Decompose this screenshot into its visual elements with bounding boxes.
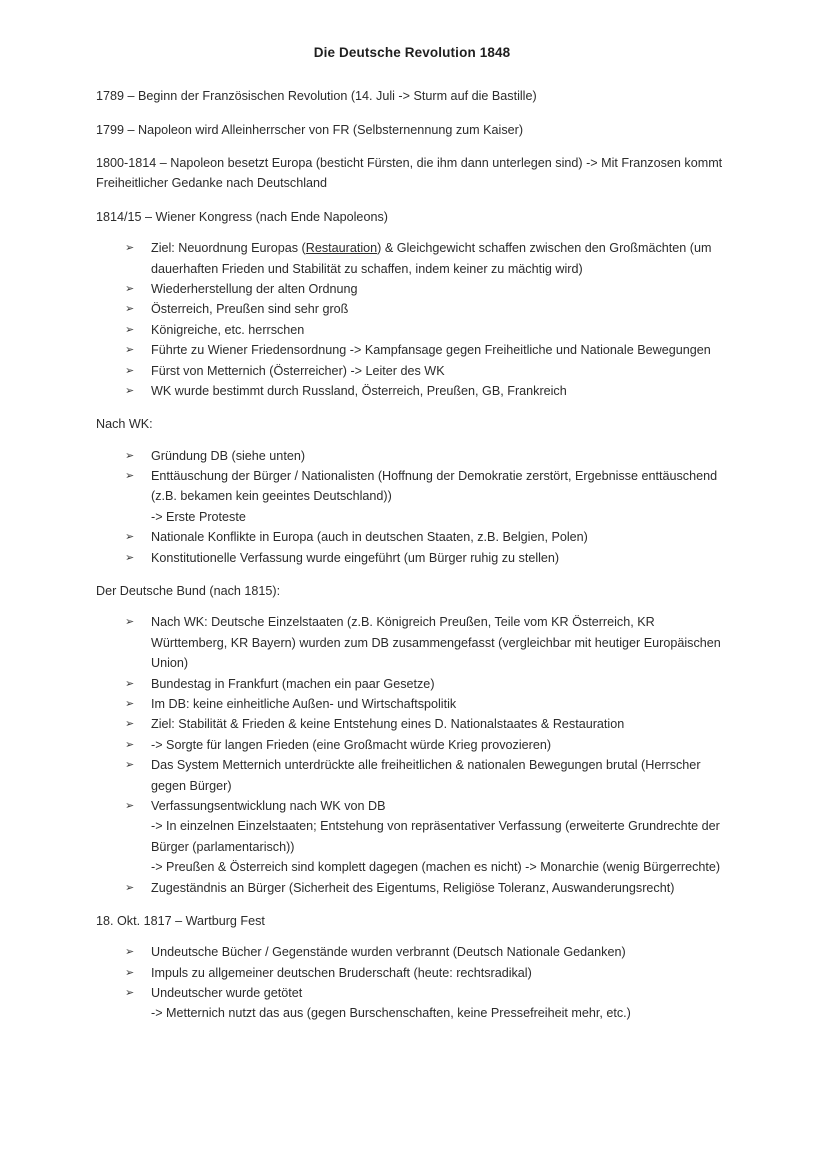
list-item-subline: -> Metternich nutzt das aus (gegen Burschenschaften, keine Pressefreiheit mehr, etc.) — [151, 1006, 631, 1021]
list-item-text: Verfassungsentwicklung nach WK von DB — [151, 798, 386, 813]
bullet-list-wiener-kongress — [96, 238, 728, 401]
list-item-text: Konstitutionelle Verfassung wurde eingeführt (um Bürger ruhig zu stellen) — [151, 550, 560, 565]
list-item-tail: ) & Gleichgewicht schaffen zwischen den Großmächten (um dauerhaften Frieden und Stabilität zu schaffen, indem keiner zu mächtig wird) — [151, 241, 712, 276]
section-nach-wk — [96, 414, 728, 568]
section-heading-wiener-kongress: 1814/15 – Wiener Kongress (nach Ende Napoleons) — [96, 209, 388, 224]
list-item — [96, 381, 728, 401]
arrow-bullet-icon: ➢ — [125, 241, 135, 255]
list-item-text: Undeutscher wurde getötet — [151, 986, 303, 1001]
arrow-bullet-icon: ➢ — [125, 302, 135, 316]
paragraph-1789: 1789 – Beginn der Französischen Revolution (14. Juli -> Sturm auf die Bastille) — [96, 89, 537, 104]
section-deutscher-bund — [96, 581, 728, 898]
paragraph-1799: 1799 – Napoleon wird Alleinherrscher von FR (Selbsternennung zum Kaiser) — [96, 122, 524, 137]
bullet-list-nach-wk — [96, 446, 728, 568]
list-item-text: Das System Metternich unterdrückte alle freiheitlichen & nationalen Bewegungen brutal (Herrscher gegen Bürger) — [151, 758, 701, 793]
arrow-bullet-icon: ➢ — [125, 615, 135, 629]
list-item-text: Zugeständnis an Bürger (Sicherheit des Eigentums, Religiöse Toleranz, Auswanderungsrecht) — [151, 880, 675, 895]
section-wartburg-fest — [96, 911, 728, 1024]
list-item-text: Impuls zu allgemeiner deutschen Bruderschaft (heute: rechtsradikal) — [151, 965, 532, 980]
list-item-text: Wiederherstellung der alten Ordnung — [151, 281, 358, 296]
arrow-bullet-icon: ➢ — [125, 363, 135, 377]
list-item — [96, 320, 728, 340]
list-item — [96, 942, 728, 962]
list-item-text: Ziel: Stabilität & Frieden & keine Entstehung eines D. Nationalstaates & Restauration — [151, 717, 625, 732]
list-item — [96, 527, 728, 547]
list-item-text — [151, 241, 711, 275]
list-item-text: -> Sorgte für langen Frieden (eine Großmacht würde Krieg provozieren) — [151, 737, 552, 752]
list-item-text: Enttäuschung der Bürger / Nationalisten (Hoffnung der Demokratie zerstört, Ergebnisse enttäuschend (z.B. bekamen kein geeintes Deutschland)) — [151, 469, 718, 504]
arrow-bullet-icon: ➢ — [125, 530, 135, 544]
arrow-bullet-icon: ➢ — [125, 880, 135, 894]
list-item — [96, 446, 728, 466]
list-item-text: Königreiche, etc. herrschen — [151, 322, 305, 337]
list-item — [96, 878, 728, 898]
list-item-text: Fürst von Metternich (Österreicher) -> Leiter des WK — [151, 363, 445, 378]
section-heading-deutscher-bund: Der Deutsche Bund (nach 1815): — [96, 584, 281, 599]
list-item-text: Undeutsche Bücher / Gegenstände wurden verbrannt (Deutsch Nationale Gedanken) — [151, 945, 626, 960]
list-item — [96, 735, 728, 755]
list-item-text: WK wurde bestimmt durch Russland, Österreich, Preußen, GB, Frankreich — [151, 383, 567, 398]
arrow-bullet-icon: ➢ — [125, 383, 135, 397]
paragraph-1800-1814: 1800-1814 – Napoleon besetzt Europa (besticht Fürsten, die ihm dann unterlegen sind) -> Mit Franzosen kommt Freiheitlicher Gedanke nach Deutschland — [96, 156, 723, 191]
bullet-list-deutscher-bund — [96, 612, 728, 897]
bullet-list-wartburg-fest — [96, 942, 728, 1024]
document-body — [96, 44, 728, 1037]
section-heading-nach-wk: Nach WK: — [96, 417, 153, 432]
list-item-text: Österreich, Preußen sind sehr groß — [151, 302, 349, 317]
section-timeline-intro — [96, 86, 728, 194]
emphasis-restauration: Restauration — [305, 241, 378, 256]
arrow-bullet-icon: ➢ — [125, 758, 135, 772]
section-wiener-kongress — [96, 207, 728, 402]
arrow-bullet-icon: ➢ — [125, 945, 135, 959]
arrow-bullet-icon: ➢ — [125, 737, 135, 751]
arrow-bullet-icon: ➢ — [125, 343, 135, 357]
list-item-text: Nationale Konflikte in Europa (auch in deutschen Staaten, z.B. Belgien, Polen) — [151, 530, 588, 545]
list-item-text: Im DB: keine einheitliche Außen- und Wirtschaftspolitik — [151, 696, 457, 711]
list-item-text: Nach WK: Deutsche Einzelstaaten (z.B. Königreich Preußen, Teile vom KR Österreich, KR Württemberg, KR Bayern) wurden zum DB zusammengefasst (vergleichbar mit heutiger Europäischen Union) — [151, 615, 721, 671]
list-item-subline: -> Preußen & Österreich sind komplett dagegen (machen es nicht) -> Monarchie (wenig Bürgerrechte) — [151, 860, 721, 875]
list-item — [96, 714, 728, 734]
arrow-bullet-icon: ➢ — [125, 448, 135, 462]
list-item — [96, 340, 728, 360]
list-item — [96, 466, 728, 527]
list-item — [96, 238, 728, 279]
arrow-bullet-icon: ➢ — [125, 281, 135, 295]
list-item-text: Führte zu Wiener Friedensordnung -> Kampfansage gegen Freiheitliche und Nationale Bewegungen — [151, 343, 711, 358]
list-item — [96, 279, 728, 299]
arrow-bullet-icon: ➢ — [125, 986, 135, 1000]
list-item — [96, 963, 728, 983]
arrow-bullet-icon: ➢ — [125, 676, 135, 690]
list-item-subline: -> In einzelnen Einzelstaaten; Entstehung von repräsentativer Verfassung (erweiterte Grundrechte der Bürger (parlamentarisch)) — [151, 819, 720, 854]
page-title: Die Deutsche Revolution 1848 — [313, 45, 511, 60]
arrow-bullet-icon: ➢ — [125, 798, 135, 812]
list-item-lead: Ziel: Neuordnung Europas ( — [151, 241, 306, 256]
list-item-text: Bundestag in Frankfurt (machen ein paar Gesetze) — [151, 676, 435, 691]
list-item — [96, 674, 728, 694]
arrow-bullet-icon: ➢ — [125, 322, 135, 336]
section-heading-wartburg-fest: 18. Okt. 1817 – Wartburg Fest — [96, 913, 265, 928]
list-item — [96, 755, 728, 796]
list-item-text: Gründung DB (siehe unten) — [151, 448, 306, 463]
list-item — [96, 299, 728, 319]
arrow-bullet-icon: ➢ — [125, 469, 135, 483]
list-item — [96, 548, 728, 568]
arrow-bullet-icon: ➢ — [125, 550, 135, 564]
list-item-subline: -> Erste Proteste — [151, 509, 246, 524]
list-item — [96, 694, 728, 714]
list-item — [96, 983, 728, 1024]
list-item — [96, 796, 728, 878]
arrow-bullet-icon: ➢ — [125, 965, 135, 979]
arrow-bullet-icon: ➢ — [125, 717, 135, 731]
arrow-bullet-icon: ➢ — [125, 696, 135, 710]
list-item — [96, 361, 728, 381]
list-item — [96, 612, 728, 673]
